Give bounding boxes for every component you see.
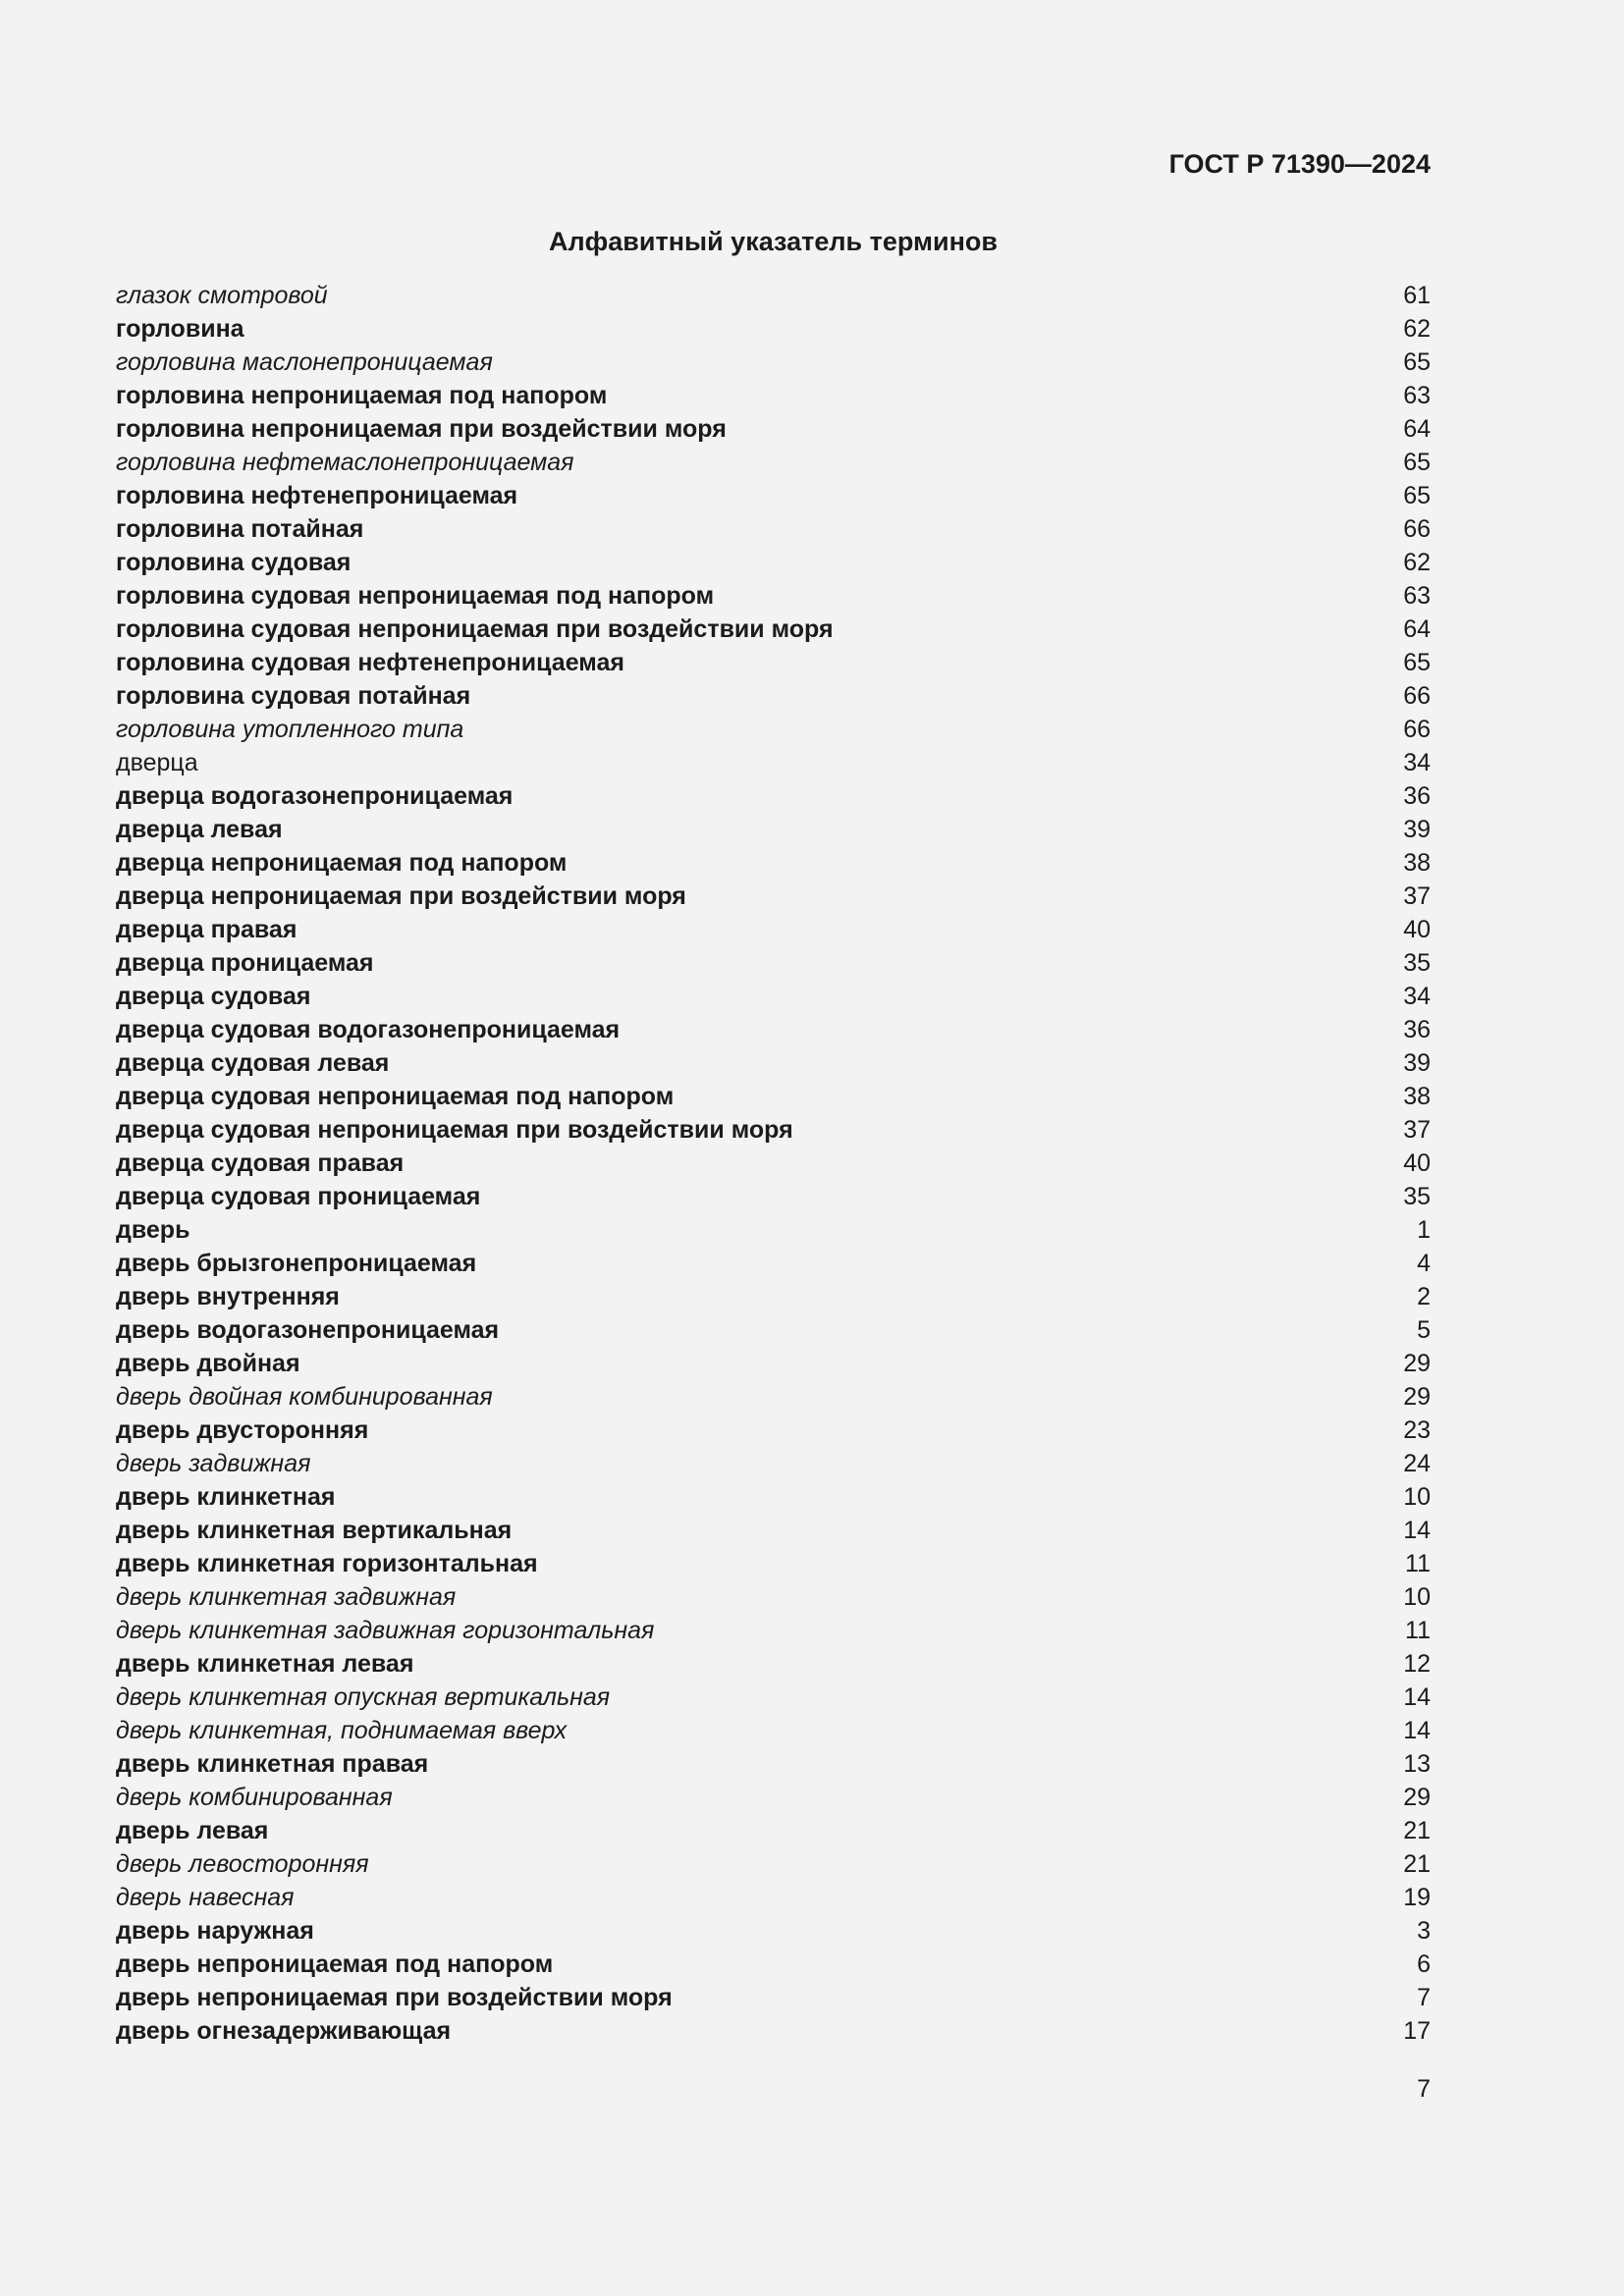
index-page-ref: 66 xyxy=(1403,515,1431,543)
index-entry xyxy=(116,446,1431,479)
index-page-ref: 62 xyxy=(1403,549,1431,576)
index-page-ref: 37 xyxy=(1403,1116,1431,1144)
index-entry xyxy=(116,1313,1431,1347)
index-page-ref: 24 xyxy=(1403,1450,1431,1477)
index-term: дверь клинкетная опускная вертикальная xyxy=(116,1683,611,1711)
index-entry xyxy=(116,479,1431,512)
index-entry xyxy=(116,1948,1431,1981)
index-page-ref: 10 xyxy=(1403,1483,1431,1511)
index-page-ref: 29 xyxy=(1403,1383,1431,1411)
index-entry xyxy=(116,1914,1431,1948)
index-page-ref: 34 xyxy=(1403,749,1431,776)
index-entry xyxy=(116,613,1431,646)
index-page-ref: 13 xyxy=(1403,1750,1431,1778)
index-page-ref: 38 xyxy=(1403,849,1431,877)
index-page-ref: 11 xyxy=(1405,1550,1431,1577)
index-entry xyxy=(116,1647,1431,1681)
index-term: горловина маслонепроницаемая xyxy=(116,348,493,376)
index-term: глазок смотровой xyxy=(116,282,328,309)
index-entry xyxy=(116,946,1431,980)
index-entry xyxy=(116,512,1431,546)
document-code: ГОСТ Р 71390—2024 xyxy=(1168,149,1431,179)
index-term: горловина утопленного типа xyxy=(116,716,464,743)
index-term: горловина судовая нефтенепроницаемая xyxy=(116,649,624,676)
index-term: дверца судовая xyxy=(116,983,311,1010)
index-page-ref: 29 xyxy=(1403,1784,1431,1811)
index-entry xyxy=(116,1147,1431,1180)
index-term: дверца судовая непроницаемая под напором xyxy=(116,1083,675,1110)
index-page-ref: 64 xyxy=(1403,615,1431,643)
index-entry xyxy=(116,646,1431,679)
index-term: дверь комбинированная xyxy=(116,1784,393,1811)
index-term: дверь левосторонняя xyxy=(116,1850,369,1878)
index-entry xyxy=(116,1046,1431,1080)
index-entry xyxy=(116,379,1431,412)
index-entry xyxy=(116,913,1431,946)
index-page-ref: 21 xyxy=(1403,1850,1431,1878)
index-entry xyxy=(116,579,1431,613)
index-entry xyxy=(116,1247,1431,1280)
index-page-ref: 64 xyxy=(1403,415,1431,443)
index-term: дверь клинкетная правая xyxy=(116,1750,429,1778)
index-term: дверца судовая проницаемая xyxy=(116,1183,481,1210)
index-entry xyxy=(116,1480,1431,1514)
index-page-ref: 66 xyxy=(1403,716,1431,743)
index-term: дверца непроницаемая при воздействии моря xyxy=(116,882,686,910)
index-term: дверца xyxy=(116,749,198,776)
index-page-ref: 38 xyxy=(1403,1083,1431,1110)
index-page-ref: 65 xyxy=(1403,449,1431,476)
index-entry xyxy=(116,1380,1431,1414)
index-entry xyxy=(116,1280,1431,1313)
index-term: дверь двойная комбинированная xyxy=(116,1383,493,1411)
index-term: дверца проницаемая xyxy=(116,949,374,977)
index-entry xyxy=(116,779,1431,813)
index-term: горловина потайная xyxy=(116,515,364,543)
index-term: дверь клинкетная вертикальная xyxy=(116,1517,513,1544)
index-entry xyxy=(116,1514,1431,1547)
index-term: горловина xyxy=(116,315,244,343)
index-term: дверь брызгонепроницаемая xyxy=(116,1250,477,1277)
index-page-ref: 39 xyxy=(1403,1049,1431,1077)
index-page-ref: 36 xyxy=(1403,782,1431,810)
index-term: дверца судовая непроницаемая при воздействии моря xyxy=(116,1116,793,1144)
index-term: дверца судовая левая xyxy=(116,1049,390,1077)
index-title: Алфавитный указатель терминов xyxy=(549,227,998,256)
index-term: горловина нефтенепроницаемая xyxy=(116,482,518,509)
index-entry xyxy=(116,546,1431,579)
index-page-ref: 61 xyxy=(1403,282,1431,309)
index-page-ref: 11 xyxy=(1405,1617,1431,1644)
index-term: горловина судовая xyxy=(116,549,352,576)
page-number: 7 xyxy=(1417,2075,1431,2103)
index-term: дверь навесная xyxy=(116,1884,295,1911)
index-term: дверь клинкетная, поднимаемая вверх xyxy=(116,1717,568,1744)
index-entry xyxy=(116,1614,1431,1647)
index-page-ref: 6 xyxy=(1417,1950,1431,1978)
index-entry xyxy=(116,279,1431,312)
index-entry xyxy=(116,1881,1431,1914)
index-entry xyxy=(116,1847,1431,1881)
index-term: дверь внутренняя xyxy=(116,1283,340,1310)
index-term: дверь непроницаемая при воздействии моря xyxy=(116,1984,673,2011)
index-page-ref: 35 xyxy=(1403,949,1431,977)
index-page-ref: 39 xyxy=(1403,816,1431,843)
index-entry xyxy=(116,1347,1431,1380)
index-page-ref: 14 xyxy=(1403,1683,1431,1711)
index-entry xyxy=(116,2014,1431,2048)
index-page-ref: 19 xyxy=(1403,1884,1431,1911)
index-entry xyxy=(116,1580,1431,1614)
index-entry xyxy=(116,346,1431,379)
index-entry xyxy=(116,1080,1431,1113)
index-term: дверь двойная xyxy=(116,1350,300,1377)
index-page-ref: 3 xyxy=(1417,1917,1431,1945)
index-entry xyxy=(116,1414,1431,1447)
index-entry xyxy=(116,1747,1431,1781)
index-entry xyxy=(116,1213,1431,1247)
index-page-ref: 7 xyxy=(1417,1984,1431,2011)
index-entry xyxy=(116,980,1431,1013)
index-page-ref: 21 xyxy=(1403,1817,1431,1844)
index-term: дверца непроницаемая под напором xyxy=(116,849,568,877)
index-entry xyxy=(116,1180,1431,1213)
index-term: дверь клинкетная задвижная xyxy=(116,1583,457,1611)
index-term: дверь задвижная xyxy=(116,1450,311,1477)
index-page-ref: 23 xyxy=(1403,1416,1431,1444)
index-page-ref: 29 xyxy=(1403,1350,1431,1377)
index-page-ref: 63 xyxy=(1403,382,1431,409)
index-term: дверь клинкетная xyxy=(116,1483,336,1511)
index-term: дверца левая xyxy=(116,816,283,843)
index-term: горловина непроницаемая при воздействии моря xyxy=(116,415,727,443)
index-entry xyxy=(116,1681,1431,1714)
index-page-ref: 14 xyxy=(1403,1717,1431,1744)
index-page-ref: 17 xyxy=(1403,2017,1431,2045)
index-entry xyxy=(116,846,1431,880)
index-entry xyxy=(116,813,1431,846)
index-page-ref: 35 xyxy=(1403,1183,1431,1210)
index-page-ref: 40 xyxy=(1403,1149,1431,1177)
index-term: дверь непроницаемая под напором xyxy=(116,1950,554,1978)
index-term: дверь наружная xyxy=(116,1917,314,1945)
index-entry xyxy=(116,1781,1431,1814)
index-term: дверь двусторонняя xyxy=(116,1416,369,1444)
index-term: дверь xyxy=(116,1216,190,1244)
index-page-ref: 65 xyxy=(1403,482,1431,509)
index-page-ref: 62 xyxy=(1403,315,1431,343)
index-term: горловина непроницаемая под напором xyxy=(116,382,608,409)
index-term: дверь огнезадерживающая xyxy=(116,2017,452,2045)
index-entry xyxy=(116,713,1431,746)
term-index-list xyxy=(116,279,1431,2048)
index-entry xyxy=(116,1814,1431,1847)
index-entry xyxy=(116,412,1431,446)
index-page-ref: 65 xyxy=(1403,348,1431,376)
index-entry xyxy=(116,1113,1431,1147)
index-entry xyxy=(116,880,1431,913)
index-entry xyxy=(116,1981,1431,2014)
index-term: дверь левая xyxy=(116,1817,269,1844)
index-term: горловина судовая потайная xyxy=(116,682,471,710)
index-page-ref: 2 xyxy=(1417,1283,1431,1310)
index-page-ref: 66 xyxy=(1403,682,1431,710)
index-entry xyxy=(116,1547,1431,1580)
index-term: дверь клинкетная левая xyxy=(116,1650,414,1678)
index-page-ref: 63 xyxy=(1403,582,1431,610)
index-page-ref: 1 xyxy=(1417,1216,1431,1244)
index-page-ref: 34 xyxy=(1403,983,1431,1010)
index-page-ref: 65 xyxy=(1403,649,1431,676)
index-term: дверца правая xyxy=(116,916,298,943)
index-entry xyxy=(116,1447,1431,1480)
index-term: дверь клинкетная горизонтальная xyxy=(116,1550,538,1577)
index-page-ref: 5 xyxy=(1417,1316,1431,1344)
index-entry xyxy=(116,1013,1431,1046)
index-page-ref: 10 xyxy=(1403,1583,1431,1611)
index-term: дверца судовая водогазонепроницаемая xyxy=(116,1016,621,1043)
index-term: горловина нефтемаслонепроницаемая xyxy=(116,449,574,476)
index-page-ref: 12 xyxy=(1403,1650,1431,1678)
index-term: дверца судовая правая xyxy=(116,1149,405,1177)
index-entry xyxy=(116,746,1431,779)
index-entry xyxy=(116,312,1431,346)
index-term: горловина судовая непроницаемая под напором xyxy=(116,582,715,610)
index-page-ref: 4 xyxy=(1417,1250,1431,1277)
index-term: дверь клинкетная задвижная горизонтальная xyxy=(116,1617,655,1644)
index-term: горловина судовая непроницаемая при воздействии моря xyxy=(116,615,834,643)
index-entry xyxy=(116,679,1431,713)
index-page-ref: 14 xyxy=(1403,1517,1431,1544)
index-term: дверь водогазонепроницаемая xyxy=(116,1316,500,1344)
index-term: дверца водогазонепроницаемая xyxy=(116,782,514,810)
index-page-ref: 40 xyxy=(1403,916,1431,943)
index-page-ref: 36 xyxy=(1403,1016,1431,1043)
index-entry xyxy=(116,1714,1431,1747)
index-page-ref: 37 xyxy=(1403,882,1431,910)
